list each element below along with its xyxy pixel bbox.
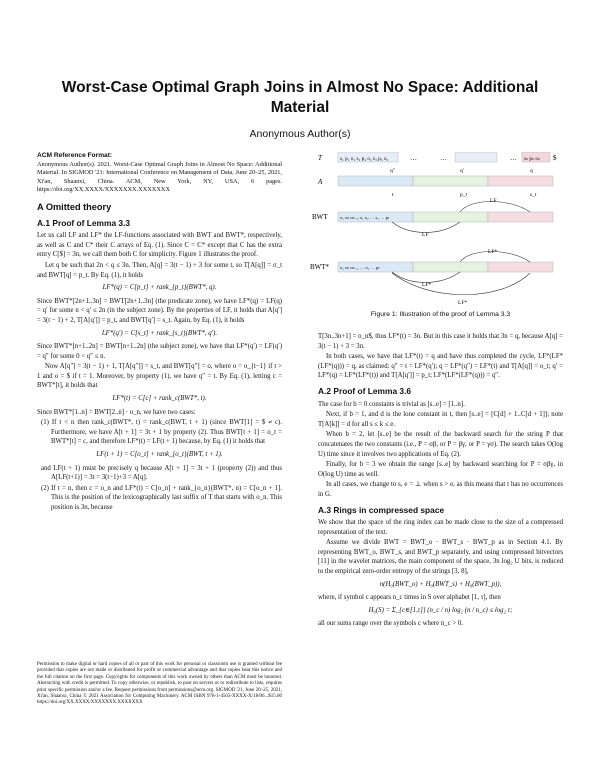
t-sequence-end: sₙ pₙ oₙ <box>524 156 541 162</box>
a-zone-predicates <box>488 176 553 186</box>
ellipsis: … <box>410 154 417 162</box>
paragraph: Let us call LF and LF* the LF-functions associated with BWT and BWT*, respectively, as well as C and C* their C arrays of Eq. (1). Since C = C* except that C has the extra entry C[$] = 3n, we call them both C for simplicity. Figure 1 illustrates the proof. <box>37 232 282 259</box>
section-a2-heading: A.2 Proof of Lemma 3.6 <box>318 385 412 396</box>
paragraph: The case for b = 0 constants is trivial as [s..e] = [1..n]. <box>318 400 465 408</box>
case-item: and LF(t + 1) must be precisely q because A[t + 1] = 3t + 1 (property (2)) and thus A[LF(t+1)] = 3t = 3(t−1)+3 = A[q]. <box>41 464 282 482</box>
label-q: q <box>530 168 533 174</box>
paper-title: Worst-Case Optimal Graph Joins in Almost No Space: Additional Material <box>61 79 539 116</box>
a-zone-subjects <box>413 176 488 186</box>
row-label-a: A <box>318 178 323 186</box>
lfstar-label-bottom: LF* <box>458 300 468 306</box>
figure-caption: Figure 1: Illustration of the proof of Lemma 3.3 <box>370 311 511 318</box>
paragraph: Next, if b = 1, and d is the lone constant in t, then [s..e] = [C[d] + 1..C[d + 1]]; note T[A[k]] = d for all s ≤ k ≤ e. <box>318 411 563 428</box>
paragraph: T[3n..3n+1] = o_n$, thus LF*(t) = 3n. But in this case it holds that 3n = q, because A[q] = 3(t − 1) + 3 = 3n. <box>318 333 563 350</box>
paragraph: In all cases, we change to s, e = ⊥ when s > e, as this means that t has no occurrences in G. <box>318 481 563 498</box>
lfstar-label-mid: LF* <box>422 282 432 288</box>
label-q-prime: q′ <box>460 168 464 174</box>
paragraph: We show that the space of the ring index can be made close to the size of a compressed representation of the text. <box>318 519 563 536</box>
paragraph: In both cases, we have that LF*(t) = q and have thus completed the cycle, LF*(LF*(LF*(q))) = q, as claimed: q″ = t = LF*(q′); q = LF*(q″) = LF*(t) and T[A[q]] = o_t; q′ = LF*(q) = LF*(LF*(t)) and T[A[q′]] = p_t; LF*(LF*(LF*(q))) = q″. <box>318 353 563 380</box>
t-sequence-start: s₁ p₁ o₁ s₂ p₂ o₂ s₃ p₃ o₃ <box>340 156 389 162</box>
paragraph: all our sums range over the symbols c where n_c > 0. <box>318 620 464 628</box>
ellipsis: … <box>510 154 517 162</box>
section-a-heading: A Omitted theory <box>37 201 112 212</box>
equation: LF(t + 1) = C[o_t] + rank_{o_t}(BWT, t + 1). <box>96 451 223 459</box>
equation: H₀(S) = Σ_{c∈[1,τ]} (n_c / n) log₂ (n / n_c) ≤ log₂ τ; <box>368 606 513 614</box>
paragraph: Finally, for b = 3 we obtain the range [s..e] by backward searching for P = σβγ, in O(log U) time as well. <box>318 461 563 478</box>
lf-label-top: LF <box>490 198 497 204</box>
equation: LF*(q) = C[p_t] + rank_{p_t}(BWT*, q). <box>102 284 217 292</box>
bwt-star-sequence: o₁ oₙ oₙ₋₁ … o₁ … pₜ <box>340 265 380 270</box>
acm-reference <box>37 152 282 195</box>
left-column <box>37 152 282 514</box>
case-list <box>37 418 282 512</box>
bwt-star-zone-subjects <box>413 262 488 272</box>
case-item: (1) If t < n then rank_c(BWT*, t) = rank_c(BWT, t + 1) (since BWT[1] = $ ≠ c). Furthermore, we have A[t + 1] = 3t + 1 by property (2). Thus BWT[t + 1] = o_t = BWT*[t] = c, and therefore LF*(t) = LF(t + 1) because, by Eq. (1) it holds that <box>41 419 282 446</box>
section-a3-heading: A.3 Rings in compressed space <box>318 504 445 515</box>
equation: LF*(q′) = C[s_t] + rank_{s_t}(BWT*, q′). <box>101 329 218 337</box>
lfstar-label-top: LF* <box>488 249 498 255</box>
paragraph: Let q be such that 2n < q ≤ 3n. Then, A[q] = 3(t − 1) + 3 for some t, so T[A[q]] = σ_t and BWT[q] = p_t. By Eq. (1), it holds <box>37 261 282 279</box>
paragraph: Now A[q″] = 3(t − 1) + 1, T[A[q″]] = s_t, and BWT[q″] = o, where o = o_{t−1} if t > 1 and o = $ if t = 1. Moreover, by property (1), we have q″ = t. By Eq. (1), letting c = BWT*[t], it holds that <box>37 363 282 390</box>
bwt-zone-predicates <box>488 212 553 222</box>
lf-label-bottom: LF <box>422 232 429 238</box>
equation: LF*(t) = C[c] + rank_c(BWT*, t). <box>112 395 207 403</box>
bwt-sequence: o₁ oₙ oₙ₋₁ o₁ o₂ … s₁ … pₜ <box>340 215 390 220</box>
paragraph: Since BWT*[1..n] = BWT[2..n] · o_n, we have two cases: <box>37 408 196 416</box>
lf-arrow-bottom <box>392 222 460 233</box>
dollar-symbol: $ <box>553 154 557 162</box>
copyright-footnote: Permission to make digital or hard copies of all or part of this work for personal or classroom use is granted without fee provided that copies are not made or distributed for profit or commercial advantage and that copies bear this notice and the full citation on the first page. Copyrights for components of this work owned by others than ACM must be honored. Abstracting with credit is permitted. To copy otherwise, or republish, to post on servers or to redistribute to lists, requires prior specific permission and/or a fee. Request permissions from permissions@acm.org. SIGMOD '21, June 20–25, 2021, Xi'an, Shaanxi, China © 2021 Association for Computing Machinery. ACM ISBN 978-1-4503-XXXX-X/18/06...$15.00 https://doi.org/XX.XXXX/XXXXXXX.XXXXXXX <box>37 662 282 706</box>
bwt-zone-subjects <box>413 212 488 222</box>
authors: Anonymous Author(s) <box>249 128 351 140</box>
reference-heading: ACM Reference Format: <box>37 152 113 159</box>
row-label-bwt: BWT <box>312 213 328 221</box>
reference-text: Anonymous Author(s). 2021. Worst-Case Optimal Graph Joins in Almost No Space: Additional Material. In SIGMOD '21: International Conference on Management of Data, June 20–25, 2021, Xi'an, Shaanxi, China. ACM, New York, NY, USA, 6 pages. https://doi.org/XX.XXXX/XXXXXXX.XXXXXXX <box>37 160 282 194</box>
case-item: (2) If t = n, then c = o_n and LF*(t) = C[o_n] + rank_{o_n}(BWT*, n) = C[o_n + 1]. This is the position of the lexicographically last suffix of T that starts with o_n. This position is 3n, because <box>41 484 282 511</box>
lfstar-arrow-mid <box>392 272 460 283</box>
right-column <box>318 332 563 630</box>
label-pt: p_t <box>460 192 468 198</box>
paragraph: When b = 2, let [s..e] be the result of the backward search for the string P that concatenates the two constants (i.e., P = σβ, or P = βγ, or P = γσ). The search takes O(log U) time since it involves two applications of Eq. (2). <box>318 431 563 458</box>
section-a1-heading: A.1 Proof of Lemma 3.3 <box>37 217 131 228</box>
bwt-star-zone-predicates <box>488 262 553 272</box>
equation: n(H₀(BWT_o) + H₀(BWT_s) + H₀(BWT_p)), <box>379 580 502 588</box>
paragraph: Since BWT*[2n+1..3n] = BWT[2n+1..3n] (the predicate zone), we have LF*(q) = LF(q) = q′ for some n < q′ ≤ 2n (in the subject zone). By the properties of LF, it holds that A[q′] = 3(t − 1) + 2, T[A[q′]] = p_t, and BWT[q′] = s_t. Again, by Eq. (1), it holds <box>37 297 282 324</box>
lfstar-arrow-bottom <box>392 273 530 295</box>
paragraph: where, if symbol c appears n_c times in S over alphabet [1, τ], then <box>318 594 501 602</box>
row-label-t: T <box>318 154 322 162</box>
proof-diagram <box>310 152 565 312</box>
ellipsis: … <box>440 154 447 162</box>
a-zone-objects <box>338 176 413 186</box>
label-q-double-prime: q″ <box>390 168 396 174</box>
paragraph: Assume we divide BWT = BWT_o · BWT_s · BWT_p as in Section 4.1. By representing BWT_o, BWT_s, and BWT_p separately, and using compressed bitvectors [11] in the wavelet matrices, the main component of the space, 3n log₂ U bits, is reduced to the empirical zero-order entropy of the strings [3, 8], <box>318 539 563 576</box>
label-t: t <box>392 192 394 198</box>
row-label-bwt-star: BWT* <box>310 263 330 271</box>
paragraph: Since BWT*[n+1..2n] = BWT[n+1..2n] (the subject zone), we have that LF*(q′) = LF(q′) = q″ for some 0 < q″ ≤ n. <box>37 343 282 360</box>
label-st: s_t <box>530 192 537 198</box>
t-cells-mid <box>455 152 497 162</box>
